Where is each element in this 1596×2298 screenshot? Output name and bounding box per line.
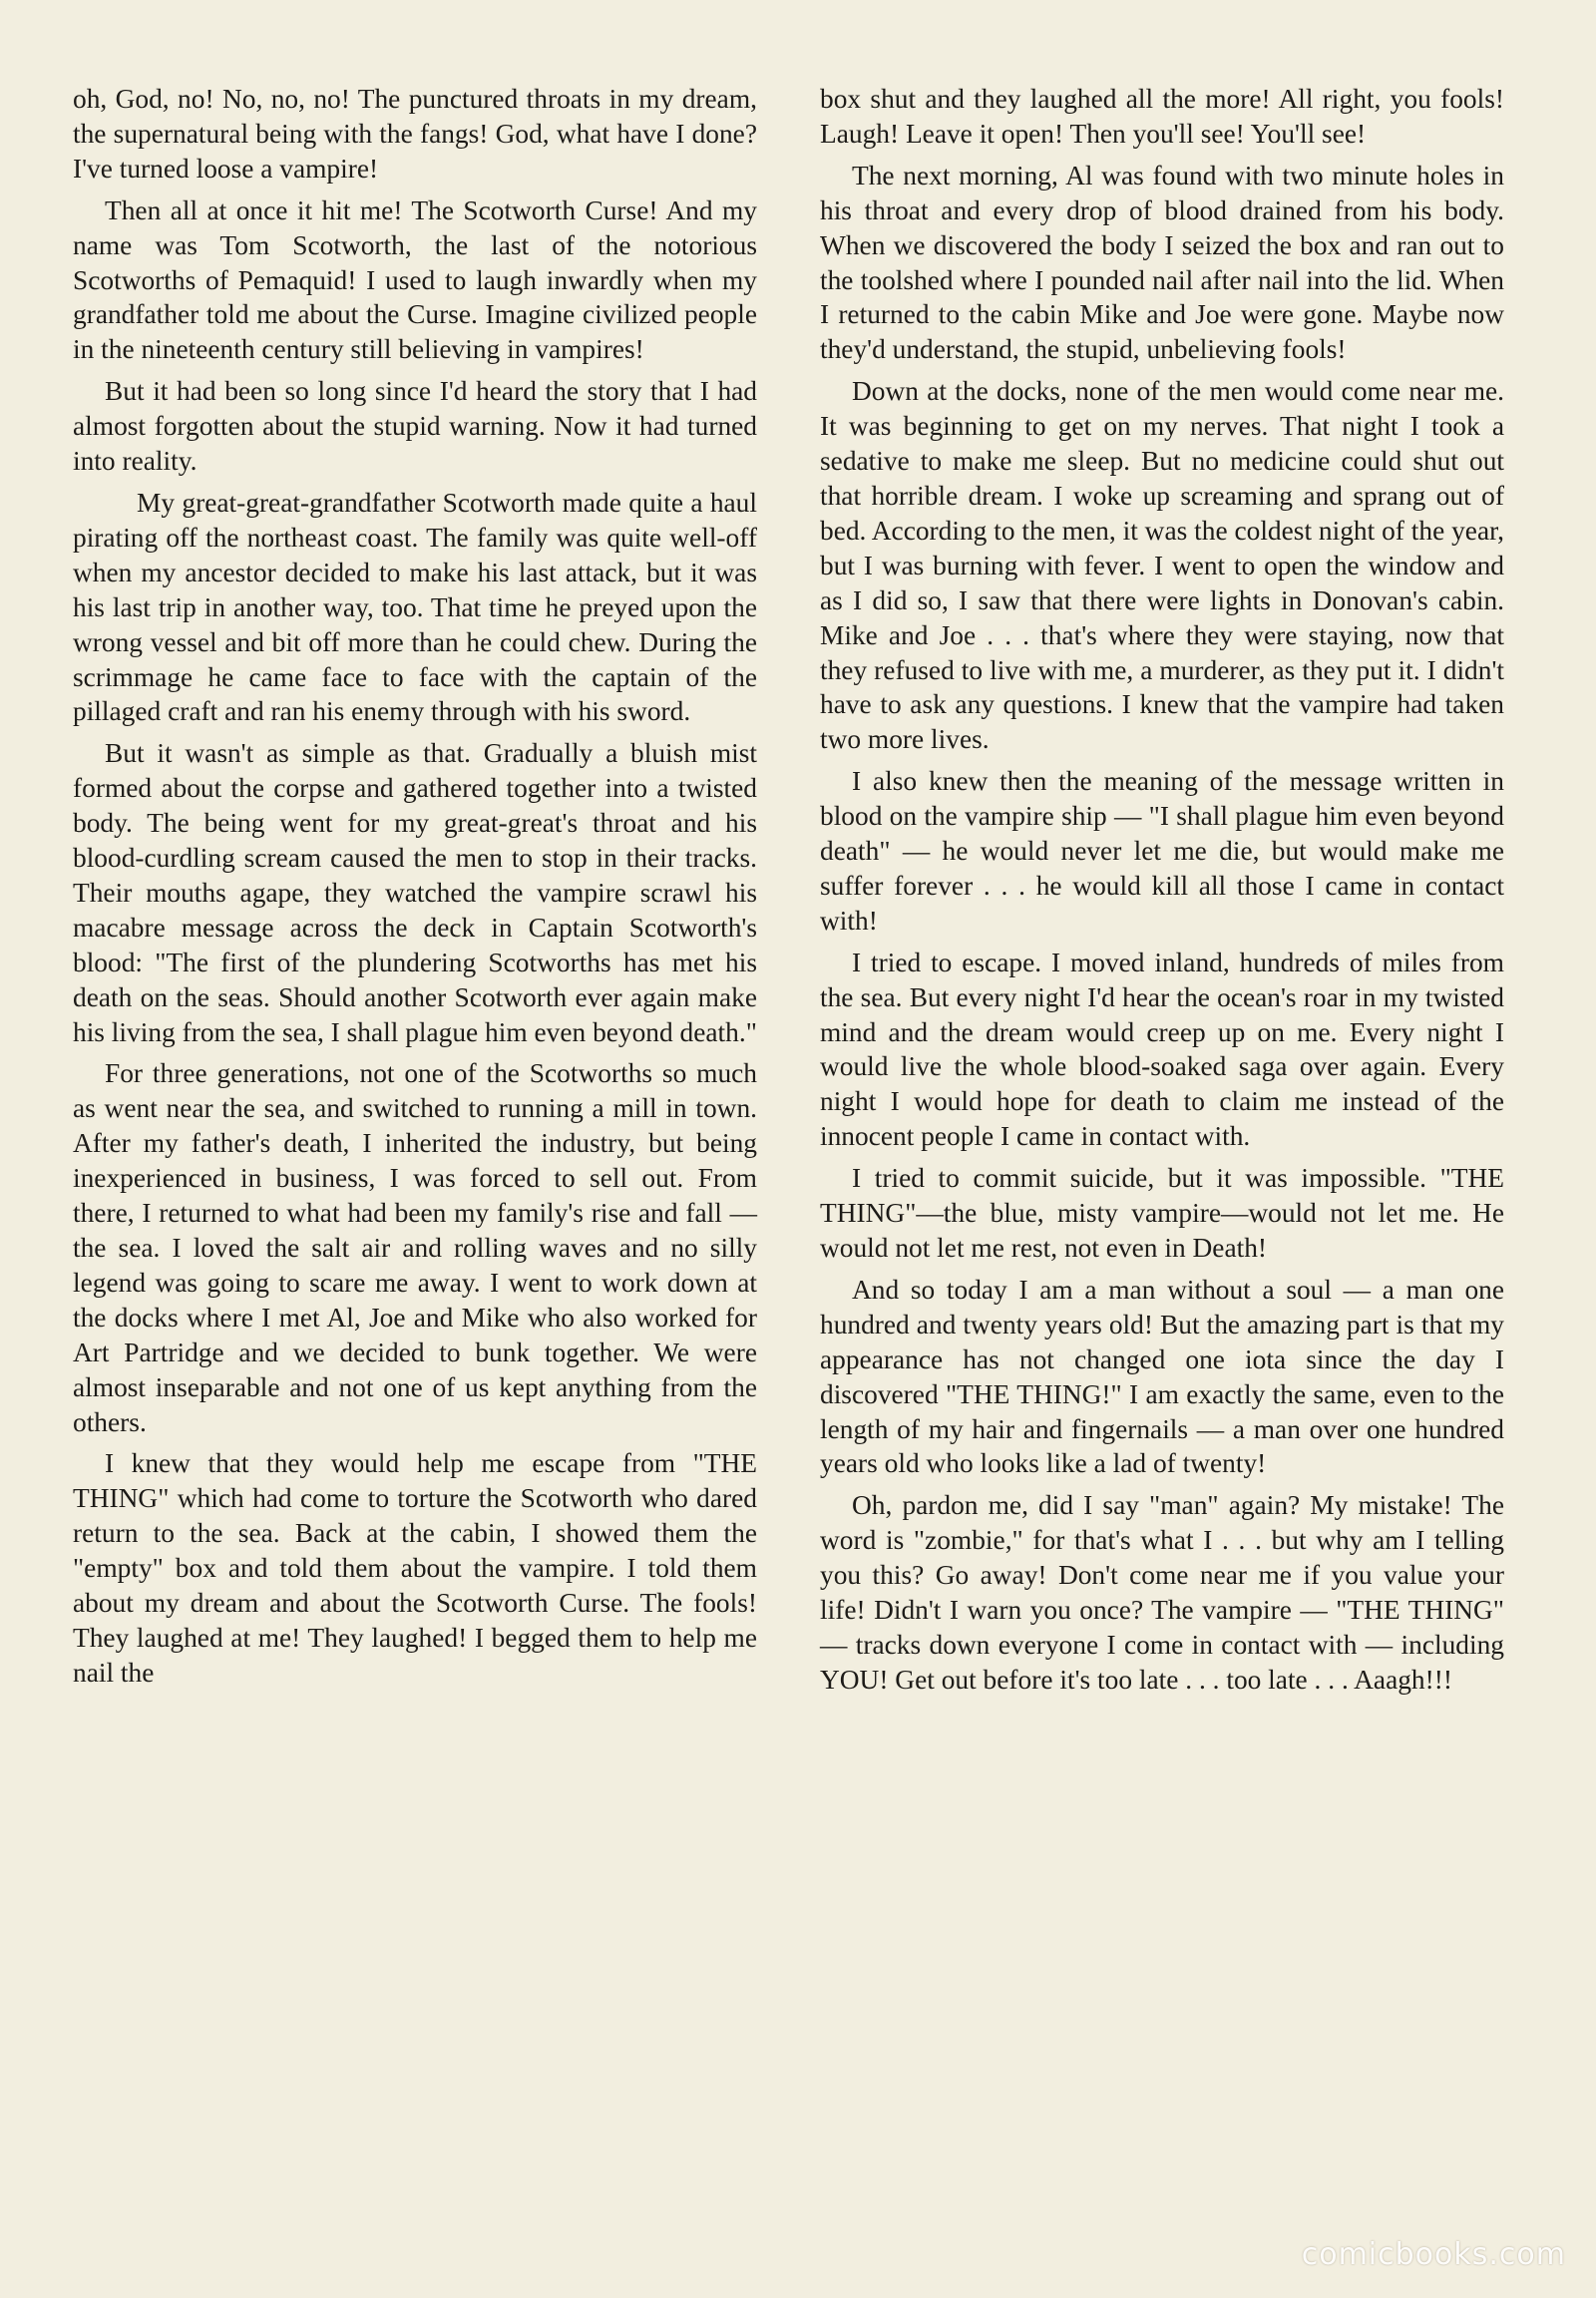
paragraph-8: box shut and they laughed all the more! All right, you fools! Laugh! Leave it open! Then you'll see! You'll see! bbox=[820, 84, 1504, 149]
paragraph-2: Then all at once it hit me! The Scotworth Curse! And my name was Tom Scotworth, the last of the notorious Scotworths of Pemaquid! I used to laugh inwardly when my grandfather told me about the Curse. Imagine civilized people in the nineteenth century still believing in vampires! bbox=[73, 194, 757, 365]
paragraph-4: My great-great-grandfather Scotworth made quite a haul pirating off the northeast coast. The family was quite well-off when my ancestor decided to make his last attack, but it was his last trip in another way, too. That time he preyed upon the wrong vessel and bit off more than he could chew. During the scrimmage he came face to face with the captain of the pillaged craft and ran his enemy through with his sword. bbox=[73, 487, 757, 727]
right-text-column bbox=[820, 82, 1504, 1698]
paragraph-5: But it wasn't as simple as that. Gradually a bluish mist formed about the corpse and gathered together into a twisted body. The being went for my great-great's throat and his blood-curdling scream caused the men to stop in their tracks. Their mouths agape, they watched the vampire scrawl his macabre message across the deck in Captain Scotworth's blood: "The first of the plundering Scotworths has met his death on the seas. Should another Scotworth ever again make his living from the sea, I shall plague him even beyond death." bbox=[73, 738, 757, 1047]
paragraph-13: I tried to commit suicide, but it was impossible. "THE THING"—the blue, misty vampire—would not let me. He would not let me rest, not even in Death! bbox=[820, 1163, 1504, 1263]
paragraph-12: I tried to escape. I moved inland, hundreds of miles from the sea. But every night I'd hear the ocean's roar in my twisted mind and the dream would creep up on me. Every night I would live the whole blood-soaked saga over again. Every night I would hope for death to claim me instead of the innocent people I came in contact with. bbox=[820, 947, 1504, 1152]
paragraph-6: For three generations, not one of the Scotworths so much as went near the sea, and switched to running a mill in town. After my father's death, I inherited the industry, but being inexperienced in business, I was forced to sell out. From there, I returned to what had been my family's rise and fall — the sea. I loved the salt air and rolling waves and no silly legend was going to scare me away. I went to work down at the docks where I met Al, Joe and Mike who also worked for Art Partridge and we decided to bunk together. We were almost inseparable and not one of us kept anything from the others. bbox=[73, 1058, 757, 1437]
paragraph-1: oh, God, no! No, no, no! The punctured throats in my dream, the supernatural being with the fangs! God, what have I done? I've turned loose a vampire! bbox=[73, 84, 757, 184]
left-text-column bbox=[73, 82, 757, 1691]
paragraph-14: And so today I am a man without a soul — a man one hundred and twenty years old! But the amazing part is that my appearance has not changed one iota since the day I discovered "THE THING!" I am exactly the same, even to the length of my hair and fingernails — a man over one hundred years old who looks like a lad of twenty! bbox=[820, 1274, 1504, 1479]
paragraph-11: I also knew then the meaning of the message written in blood on the vampire ship — "I shall plague him even beyond death" — he would never let me die, but would make me suffer forever . . . he would kill all those I came in contact with! bbox=[820, 766, 1504, 936]
site-watermark: comicbooks.com bbox=[1301, 2237, 1566, 2272]
paragraph-10: Down at the docks, none of the men would come near me. It was beginning to get on my nerves. That night I took a sedative to make me sleep. But no medicine could shut out that horrible dream. I woke up screaming and sprang out of bed. According to the men, it was the coldest night of the year, but I was burning with fever. I went to open the window and as I did so, I saw that there were lights in Donovan's cabin. Mike and Joe . . . that's where they were staying, now that they refused to live with me, a murderer, as they put it. I didn't have to ask any questions. I knew that the vampire had taken two more lives. bbox=[820, 376, 1504, 755]
paragraph-9: The next morning, Al was found with two minute holes in his throat and every drop of blood drained from his body. When we discovered the body I seized the box and ran out to the toolshed where I pounded nail after nail into the lid. When I returned to the cabin Mike and Joe were gone. Maybe now they'd understand, the stupid, unbelieving fools! bbox=[820, 160, 1504, 365]
paragraph-15: Oh, pardon me, did I say "man" again? My mistake! The word is "zombie," for that's what I . . . but why am I telling you this? Go away! Don't come near me if you value your life! Didn't I warn you once? The vampire — "THE THING" — tracks down everyone I come in contact with — including YOU! Get out before it's too late . . . too late . . . Aaagh!!! bbox=[820, 1490, 1504, 1695]
paragraph-3: But it had been so long since I'd heard the story that I had almost forgotten about the stupid warning. Now it had turned into reality. bbox=[73, 376, 757, 477]
paragraph-7: I knew that they would help me escape from "THE THING" which had come to torture the Scotworth who dared return to the sea. Back at the cabin, I showed them the "empty" box and told them about the vampire. I told them about my dream and about the Scotworth Curse. The fools! They laughed at me! They laughed! I begged them to help me nail the bbox=[73, 1448, 757, 1688]
